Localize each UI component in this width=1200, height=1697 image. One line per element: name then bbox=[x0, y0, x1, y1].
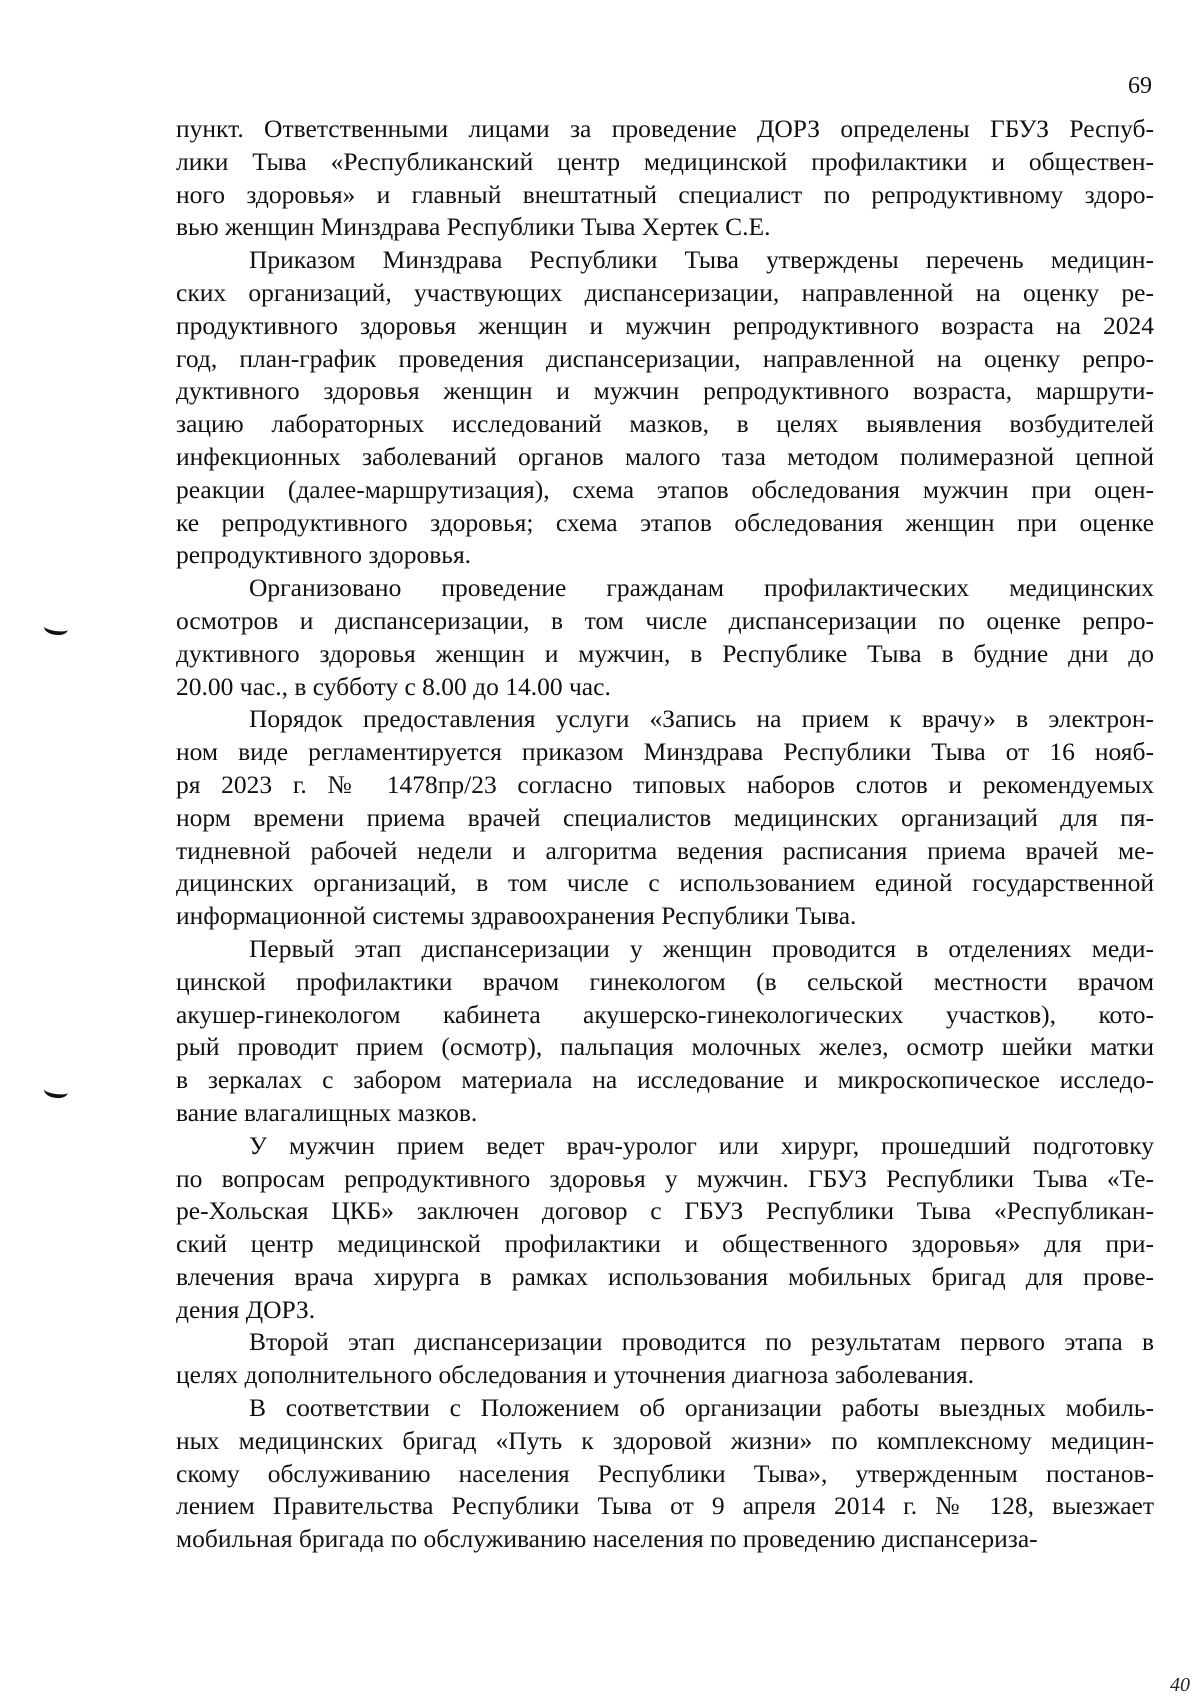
text-line: реакции (далее-маршрутизация), схема этапов обследования мужчин при оцен- bbox=[176, 474, 1154, 504]
text-line: норм времени приема врачей специалистов медицинских организаций для пя- bbox=[176, 802, 1154, 832]
text-line: ских организаций, участвующих диспансеризации, направленной на оценку ре- bbox=[176, 277, 1154, 307]
paragraph bbox=[176, 933, 1154, 1130]
text-line: вание влагалищных мазков. bbox=[176, 1097, 478, 1127]
corner-mark: 40 bbox=[1170, 1674, 1190, 1696]
text-line: ря 2023 г. № 1478пр/23 согласно типовых наборов слотов и рекомендуемых bbox=[176, 769, 1154, 799]
text-line: дуктивного здоровья женщин и мужчин репродуктивного возраста, маршрути- bbox=[176, 376, 1154, 406]
text-line: Второй этап диспансеризации проводится по результатам первого этапа в bbox=[249, 1327, 1154, 1357]
text-line: Организовано проведение гражданам профилактических медицинских bbox=[249, 573, 1154, 603]
text-line: В соответствии с Положением об организации работы выездных мобиль- bbox=[249, 1393, 1154, 1423]
text-line: дуктивного здоровья женщин и мужчин, в Республике Тыва в будние дни до bbox=[176, 638, 1154, 668]
text-line: лики Тыва «Республиканский центр медицинской профилактики и обществен- bbox=[176, 146, 1154, 176]
text-line: по вопросам репродуктивного здоровья у мужчин. ГБУЗ Республики Тыва «Те- bbox=[176, 1163, 1154, 1193]
text-line: осмотров и диспансеризации, в том числе диспансеризации по оценке репро- bbox=[176, 605, 1154, 635]
text-line: зацию лабораторных исследований мазков, в целях выявления возбудителей bbox=[176, 409, 1154, 439]
margin-mark bbox=[43, 1082, 69, 1099]
body-text bbox=[176, 113, 1154, 1556]
text-line: ном виде регламентируется приказом Минздрава Республики Тыва от 16 нояб- bbox=[176, 737, 1154, 767]
text-line: Первый этап диспансеризации у женщин проводится в отделениях меди- bbox=[249, 933, 1154, 963]
text-line: в зеркалах с забором материала на исследование и микроскопическое исследо- bbox=[176, 1065, 1154, 1095]
text-line: ного здоровья» и главный внештатный специалист по репродуктивному здоро- bbox=[176, 179, 1154, 209]
text-line: дения ДОРЗ. bbox=[176, 1294, 316, 1324]
text-line: год, план-график проведения диспансеризации, направленной на оценку репро- bbox=[176, 343, 1154, 373]
text-line: ке репродуктивного здоровья; схема этапов обследования женщин при оценке bbox=[176, 507, 1154, 537]
text-line: лением Правительства Республики Тыва от 9 апреля 2014 г. № 128, выезжает bbox=[176, 1491, 1154, 1521]
text-line: тидневной рабочей недели и алгоритма ведения расписания приема врачей ме- bbox=[176, 835, 1154, 865]
text-line: 20.00 час., в субботу с 8.00 до 14.00 час. bbox=[176, 671, 611, 701]
text-line: акушер-гинекологом кабинета акушерско-гинекологических участков), кото- bbox=[176, 999, 1154, 1029]
margin-mark bbox=[43, 619, 69, 636]
text-line: ных медицинских бригад «Путь к здоровой жизни» по комплексному медицин- bbox=[176, 1425, 1154, 1455]
text-line: влечения врача хирурга в рамках использования мобильных бригад для прове- bbox=[176, 1261, 1154, 1291]
text-line: У мужчин прием ведет врач-уролог или хирург, прошедший подготовку bbox=[249, 1130, 1154, 1160]
text-line: ский центр медицинской профилактики и общественного здоровья» для при- bbox=[176, 1229, 1154, 1259]
text-line: вью женщин Минздрава Республики Тыва Хертек С.Е. bbox=[176, 212, 771, 242]
text-line: информационной системы здравоохранения Республики Тыва. bbox=[176, 901, 857, 931]
text-line: целях дополнительного обследования и уточнения диагноза заболевания. bbox=[176, 1360, 975, 1390]
text-line: дицинских организаций, в том числе с использованием единой государственной bbox=[176, 868, 1154, 898]
text-line: ре-Хольская ЦКБ» заключен договор с ГБУЗ Республики Тыва «Республикан- bbox=[176, 1196, 1154, 1226]
paragraph bbox=[176, 1392, 1154, 1556]
paragraph bbox=[176, 703, 1154, 933]
page-number: 69 bbox=[1128, 73, 1152, 99]
text-line: продуктивного здоровья женщин и мужчин репродуктивного возраста на 2024 bbox=[176, 310, 1154, 340]
text-line: цинской профилактики врачом гинекологом (в сельской местности врачом bbox=[176, 966, 1154, 996]
text-line: Порядок предоставления услуги «Запись на прием к врачу» в электрон- bbox=[249, 704, 1154, 734]
paragraph bbox=[176, 113, 1154, 244]
text-line: пункт. Ответственными лицами за проведение ДОРЗ определены ГБУЗ Респуб- bbox=[176, 114, 1154, 143]
text-line: инфекционных заболеваний органов малого таза методом полимеразной цепной bbox=[176, 441, 1154, 471]
paragraph bbox=[176, 1130, 1154, 1327]
paragraph bbox=[176, 1326, 1154, 1392]
paragraph bbox=[176, 572, 1154, 703]
text-line: Приказом Минздрава Республики Тыва утверждены перечень медицин- bbox=[249, 245, 1154, 275]
text-line: скому обслуживанию населения Республики Тыва», утвержденным постанов- bbox=[176, 1458, 1154, 1488]
paragraph bbox=[176, 244, 1154, 572]
text-line: репродуктивного здоровья. bbox=[176, 540, 472, 570]
text-line: рый проводит прием (осмотр), пальпация молочных желез, осмотр шейки матки bbox=[176, 1032, 1154, 1062]
text-line: мобильная бригада по обслуживанию населения по проведению диспансериза- bbox=[176, 1524, 1038, 1554]
